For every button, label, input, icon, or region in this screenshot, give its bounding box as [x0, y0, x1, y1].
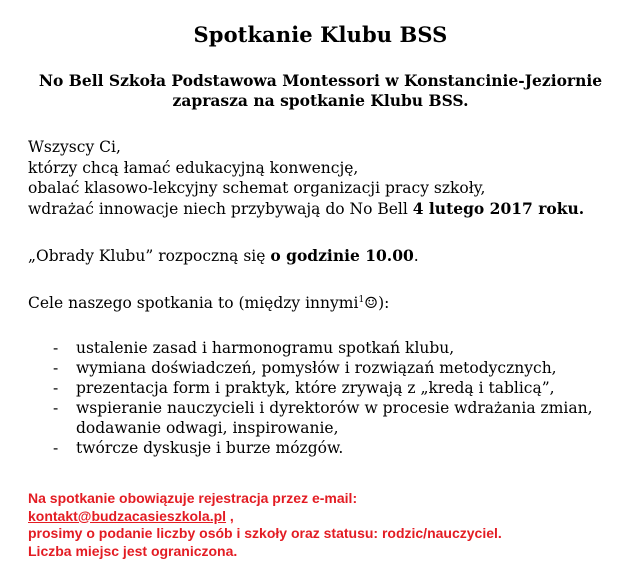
registration-email-link[interactable]: kontakt@budzacasieszkola.pl: [28, 507, 227, 524]
goals-heading-suffix: ):: [378, 294, 390, 312]
list-item: [28, 358, 628, 378]
bullet-dash: -: [53, 339, 59, 357]
registration-line-1: Na spotkanie obowiązuje rejestracja przez e-mail:: [28, 490, 358, 506]
registration-email-line: [28, 508, 628, 526]
intro-block: [0, 71, 641, 111]
meeting-date: 4 lutego 2017 roku.: [412, 198, 585, 218]
list-item: [28, 438, 628, 458]
registration-notice: [28, 490, 628, 560]
list-item-text: wymiana doświadczeń, pomysłów i rozwiązań metodycznych,: [76, 359, 557, 377]
registration-line-3: prosimy o podanie liczby osób i szkoły oraz statusu: rodzic/nauczyciel.: [28, 525, 502, 541]
bullet-dash: -: [53, 379, 59, 397]
greeting-line-4-text: wdrażać innowacje niech przybywają do No Bell: [28, 199, 413, 218]
meeting-time-prefix: „Obrady Klubu” rozpoczną się: [28, 247, 271, 265]
intro-line-1: No Bell Szkoła Podstawowa Montessori w Konstancinie-Jeziornie: [38, 71, 603, 90]
greeting-line-2: którzy chcą łamać edukacyjną konwencję,: [28, 158, 359, 177]
greeting-line-3: obalać klasowo-lekcyjny schemat organizacji pracy szkoły,: [28, 179, 486, 197]
meeting-time-suffix: .: [413, 247, 419, 265]
list-item: [28, 378, 628, 398]
goals-list: [28, 338, 628, 458]
greeting-paragraph: [28, 137, 628, 219]
greeting-line-1: Wszyscy Ci,: [28, 138, 121, 156]
goals-heading: [28, 290, 628, 314]
list-item-text: wspieranie nauczycieli i dyrektorów w procesie wdrażania zmian,: [76, 399, 593, 417]
list-item: [28, 338, 628, 358]
greeting-line-4: [28, 199, 628, 220]
list-item: [28, 398, 628, 438]
list-item-text: ustalenie zasad i harmonogramu spotkań klubu,: [76, 339, 455, 357]
list-item-text: prezentacja form i praktyk, które zrywają z „kredą i tablicą”,: [76, 379, 555, 397]
meeting-time: o godzinie 10.00: [270, 246, 414, 265]
registration-email-suffix: ,: [226, 507, 234, 524]
meeting-time-paragraph: [28, 246, 628, 267]
goals-heading-text: Cele naszego spotkania to (między innymi: [28, 294, 359, 312]
list-item-text: dodawanie odwagi, inspirowanie,: [76, 419, 339, 437]
intro-line-2: zaprasza na spotkanie Klubu BSS.: [172, 91, 469, 110]
page-title: Spotkanie Klubu BSS: [193, 22, 448, 47]
bullet-dash: -: [53, 359, 59, 377]
bullet-dash: -: [53, 439, 59, 457]
registration-line-4: Liczba miejsc jest ograniczona.: [28, 542, 238, 559]
list-item-text: twórcze dyskusje i burze mózgów.: [76, 439, 344, 457]
bullet-dash: -: [53, 399, 59, 417]
smiley-icon: ☺: [364, 294, 379, 312]
footnote-marker: 1: [358, 295, 365, 305]
